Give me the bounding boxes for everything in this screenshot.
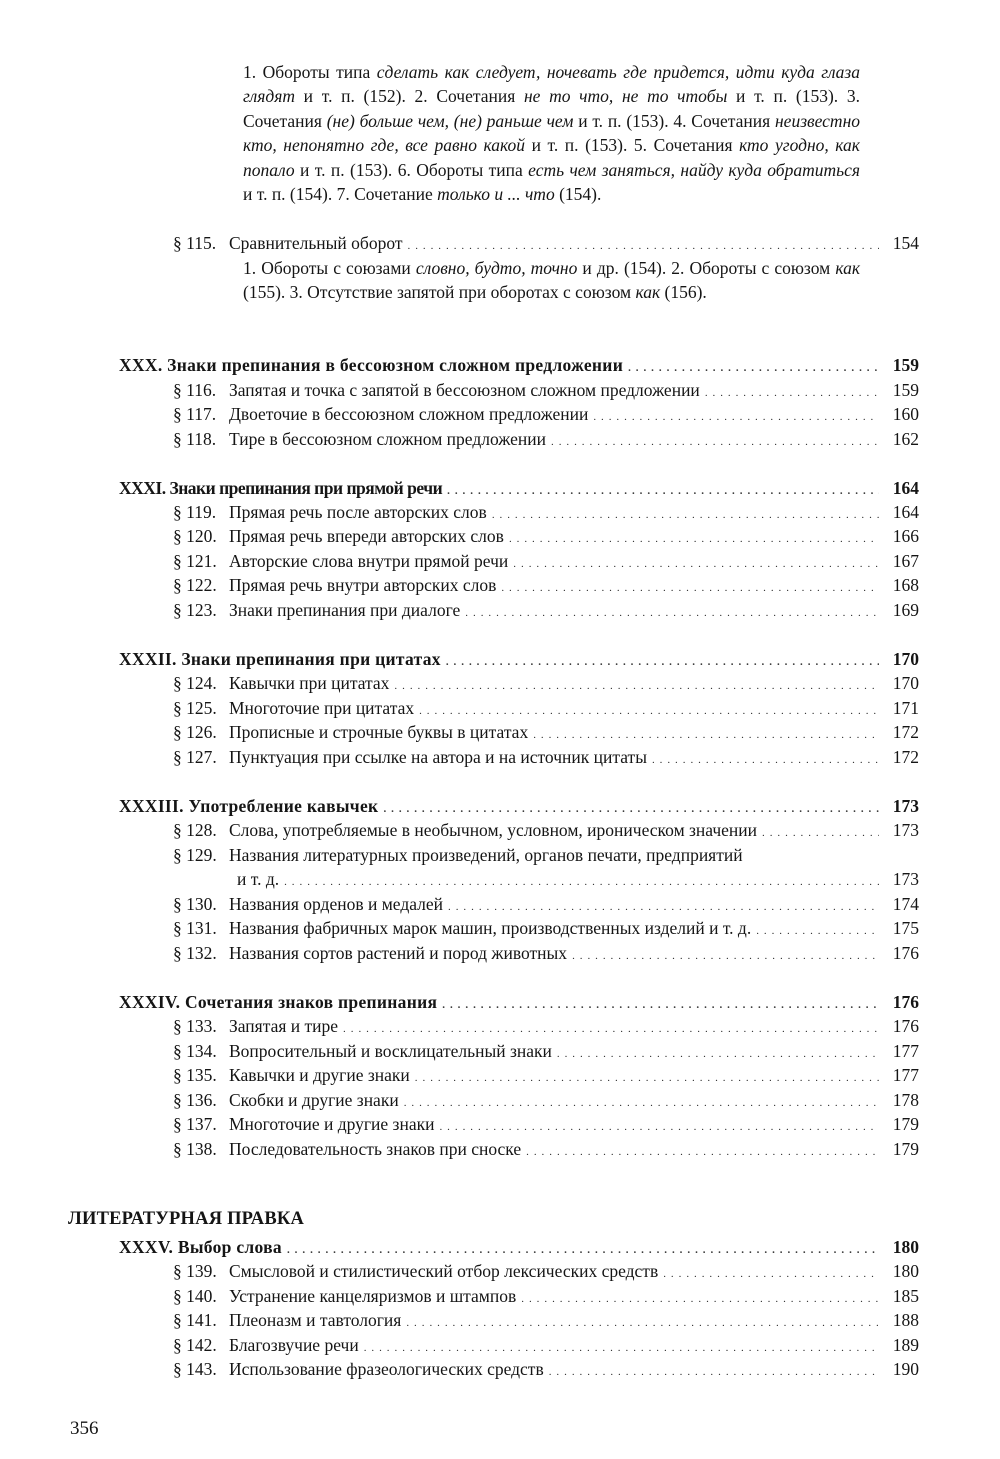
section-title-continuation: и т. д. <box>237 869 280 889</box>
page-ref: 162 <box>892 429 919 449</box>
leader-dots <box>509 527 879 551</box>
toc-entry-123[interactable] <box>173 598 919 622</box>
leader-dots <box>533 723 879 747</box>
section-title: Благозвучие речи <box>229 1335 359 1355</box>
paragraph-115: 1. Обороты с союзами словно, будто, точно и др. (154). 2. Обороты с союзом как (155). 3. Отсутствие запятой при оборотах с союзом как (156). <box>243 258 860 303</box>
toc-chapter-xxxiv[interactable] <box>119 990 919 1014</box>
page-ref: 159 <box>892 355 919 375</box>
section-title: Вопросительный и восклицательный знаки <box>229 1041 552 1061</box>
toc-entry-143[interactable] <box>173 1357 919 1381</box>
page-ref: 176 <box>892 1016 919 1036</box>
section-number: § 139. <box>173 1261 217 1281</box>
toc-entry-138[interactable] <box>173 1137 919 1161</box>
section-number: § 130. <box>173 894 217 914</box>
page-ref: 172 <box>892 747 919 767</box>
section-number: § 143. <box>173 1359 217 1379</box>
page-ref: 173 <box>892 869 919 889</box>
page-ref: 175 <box>892 918 919 938</box>
section-title: Авторские слова внутри прямой речи <box>229 551 509 571</box>
leader-dots <box>762 821 879 845</box>
section-title: Названия литературных произведений, органов печати, предприятий <box>229 845 743 865</box>
page-ref: 189 <box>892 1335 919 1355</box>
toc-entry-125[interactable] <box>173 696 919 720</box>
section-number: § 131. <box>173 918 217 938</box>
page-ref: 185 <box>892 1286 919 1306</box>
section-title: Двоеточие в бессоюзном сложном предложении <box>229 404 589 424</box>
section-number: § 117. <box>173 404 217 424</box>
page-ref: 164 <box>892 478 919 498</box>
page-ref: 166 <box>892 526 919 546</box>
section-title: Кавычки и другие знаки <box>229 1065 410 1085</box>
page-ref: 174 <box>892 894 919 914</box>
section-number: § 120. <box>173 526 217 546</box>
page-ref: 176 <box>892 943 919 963</box>
toc-entry-116[interactable] <box>173 378 919 402</box>
page-ref: 170 <box>892 649 919 669</box>
section-number: § 137. <box>173 1114 217 1134</box>
page-ref: 164 <box>892 502 919 522</box>
leader-dots <box>652 748 879 772</box>
toc-entry-132[interactable] <box>173 941 919 965</box>
page-ref: 173 <box>892 796 919 816</box>
section-number: § 129. <box>173 845 217 865</box>
toc-entry-128[interactable] <box>173 818 919 842</box>
intro-paragraph: 1. Обороты типа сделать как следует, ночевать где придется, идти куда глаза глядят и т. п. (152). 2. Сочетания не то что, не то чтобы и т. п. (153). 3. Сочетания (не) больше чем, (не) раньше чем и т. п. (153). 4. Сочетания неизвестно кто, непонятно где, все равно какой и т. п. (153). 5. Сочетания кто угодно, как попало и т. п. (153). 6. Обороты типа есть чем заняться, найду куда обратиться и т. п. (154). 7. Сочетание только и ... что (154). <box>243 62 860 205</box>
toc-entry-117[interactable] <box>173 402 919 426</box>
section-title: Запятая и тире <box>229 1016 339 1036</box>
leader-dots <box>551 430 879 454</box>
section-title: Знаки препинания при диалоге <box>229 600 461 620</box>
toc-entry-142[interactable] <box>173 1333 919 1357</box>
leader-dots <box>572 944 879 968</box>
page-ref: 180 <box>892 1237 919 1257</box>
leader-dots <box>406 1311 879 1335</box>
toc-entry-124[interactable] <box>173 671 919 695</box>
page-ref: 167 <box>892 551 919 571</box>
section-title: Прописные и строчные буквы в цитатах <box>229 722 529 742</box>
section-title: Многоточие и другие знаки <box>229 1114 435 1134</box>
toc-entry-136[interactable] <box>173 1088 919 1112</box>
section-title: Последовательность знаков при сноске <box>229 1139 522 1159</box>
toc-entry-130[interactable] <box>173 892 919 916</box>
section-title: Многоточие при цитатах <box>229 698 415 718</box>
section-title: Использование фразеологических средств <box>229 1359 544 1379</box>
chapter-title: XXXV. Выбор слова <box>119 1237 282 1257</box>
toc-entry-118[interactable] <box>173 427 919 451</box>
leader-dots <box>408 234 880 258</box>
section-number: § 132. <box>173 943 217 963</box>
leader-dots <box>439 1115 879 1139</box>
leader-dots <box>415 1066 879 1090</box>
toc-entry-120[interactable] <box>173 524 919 548</box>
page-ref: 169 <box>892 600 919 620</box>
page-ref: 177 <box>892 1041 919 1061</box>
toc-entry-135[interactable] <box>173 1063 919 1087</box>
section-title: Сравнительный оборот <box>229 233 403 253</box>
toc-entry-141[interactable] <box>173 1308 919 1332</box>
section-title: Названия фабричных марок машин, производственных изделий и т. д. <box>229 918 752 938</box>
page-ref: 180 <box>892 1261 919 1281</box>
toc-entry-134[interactable] <box>173 1039 919 1063</box>
toc-entry-131[interactable] <box>173 916 919 940</box>
section-number: § 141. <box>173 1310 217 1330</box>
chapter-title: XXXII. Знаки препинания при цитатах <box>119 649 441 669</box>
section-title: Запятая и точка с запятой в бессоюзном сложном предложении <box>229 380 700 400</box>
toc-entry-129[interactable] <box>173 843 919 867</box>
toc-chapter-xxxv[interactable] <box>119 1235 919 1259</box>
section-number: § 140. <box>173 1286 217 1306</box>
section-number: § 115. <box>173 233 217 253</box>
section-title: Прямая речь после авторских слов <box>229 502 487 522</box>
section-title: Названия орденов и медалей <box>229 894 444 914</box>
toc-chapter-xxxiii[interactable] <box>119 794 919 818</box>
toc-entry-115[interactable] <box>173 231 919 255</box>
chapter-title: XXXIV. Сочетания знаков препинания <box>119 992 438 1012</box>
leader-dots <box>501 576 879 600</box>
toc-entry-127[interactable] <box>173 745 919 769</box>
section-number: § 118. <box>173 429 217 449</box>
toc-entry-122[interactable] <box>173 573 919 597</box>
leader-dots <box>284 870 879 894</box>
page-number: 356 <box>70 1418 99 1439</box>
leader-dots <box>394 674 879 698</box>
toc-entry-137[interactable] <box>173 1112 919 1136</box>
section-number: § 127. <box>173 747 217 767</box>
section-number: § 122. <box>173 575 217 595</box>
section-number: § 134. <box>173 1041 217 1061</box>
section-title: Прямая речь внутри авторских слов <box>229 575 497 595</box>
section-number: § 138. <box>173 1139 217 1159</box>
section-title: Смысловой и стилистический отбор лексических средств <box>229 1261 659 1281</box>
section-number: § 116. <box>173 380 217 400</box>
section-title: Тире в бессоюзном сложном предложении <box>229 429 546 449</box>
section-title: Кавычки при цитатах <box>229 673 390 693</box>
section-number: § 135. <box>173 1065 217 1085</box>
toc-entry-140[interactable] <box>173 1284 919 1308</box>
section-title: Плеоназм и тавтология <box>229 1310 402 1330</box>
toc-entry-129-cont[interactable] <box>173 867 919 891</box>
section-title: Слова, употребляемые в необычном, условном, ироническом значении <box>229 820 758 840</box>
page-ref: 188 <box>892 1310 919 1330</box>
leader-dots <box>549 1360 879 1384</box>
section-number: § 124. <box>173 673 217 693</box>
section-title: Пунктуация при ссылке на автора и на источник цитаты <box>229 747 647 767</box>
section-number: § 125. <box>173 698 217 718</box>
section-number: § 119. <box>173 502 217 522</box>
page-ref: 160 <box>892 404 919 424</box>
section-number: § 128. <box>173 820 217 840</box>
chapter-title: XXXIII. Употребление кавычек <box>119 796 379 816</box>
chapter-title: XXXI. Знаки препинания при прямой речи <box>119 478 443 498</box>
page-ref: 179 <box>892 1139 919 1159</box>
page-ref: 177 <box>892 1065 919 1085</box>
page-ref: 154 <box>892 233 919 253</box>
page-ref: 176 <box>892 992 919 1012</box>
toc-chapter-xxxi[interactable] <box>119 476 919 500</box>
leader-dots <box>593 405 879 429</box>
toc-entry-133[interactable] <box>173 1014 919 1038</box>
toc-chapter-xxxii[interactable] <box>119 647 919 671</box>
chapter-title: XXX. Знаки препинания в бессоюзном сложном предложении <box>119 355 624 375</box>
section-title: Прямая речь впереди авторских слов <box>229 526 504 546</box>
section-title: Названия сортов растений и пород животных <box>229 943 568 963</box>
toc-entry-121[interactable] <box>173 549 919 573</box>
page-ref: 190 <box>892 1359 919 1379</box>
page-ref: 168 <box>892 575 919 595</box>
toc-chapter-xxx[interactable] <box>119 353 919 377</box>
page-ref: 173 <box>892 820 919 840</box>
page-ref: 172 <box>892 722 919 742</box>
toc-entry-139[interactable] <box>173 1259 919 1283</box>
section-number: § 142. <box>173 1335 217 1355</box>
section-number: § 136. <box>173 1090 217 1110</box>
page-ref: 178 <box>892 1090 919 1110</box>
toc-entry-119[interactable] <box>173 500 919 524</box>
leader-dots <box>663 1262 879 1286</box>
leader-dots <box>756 919 879 943</box>
section-number: § 126. <box>173 722 217 742</box>
section-title: Скобки и другие знаки <box>229 1090 399 1110</box>
section-number: § 133. <box>173 1016 217 1036</box>
page-ref: 159 <box>892 380 919 400</box>
page-ref: 171 <box>892 698 919 718</box>
page-ref: 179 <box>892 1114 919 1134</box>
toc-entry-126[interactable] <box>173 720 919 744</box>
section-title: Устранение канцеляризмов и штампов <box>229 1286 517 1306</box>
leader-dots <box>343 1017 879 1041</box>
leader-dots <box>526 1140 879 1164</box>
leader-dots <box>628 356 879 380</box>
page-ref: 170 <box>892 673 919 693</box>
section-number: § 121. <box>173 551 217 571</box>
part-title: ЛИТЕРАТУРНАЯ ПРАВКА <box>68 1209 305 1229</box>
section-number: § 123. <box>173 600 217 620</box>
leader-dots <box>465 601 879 625</box>
